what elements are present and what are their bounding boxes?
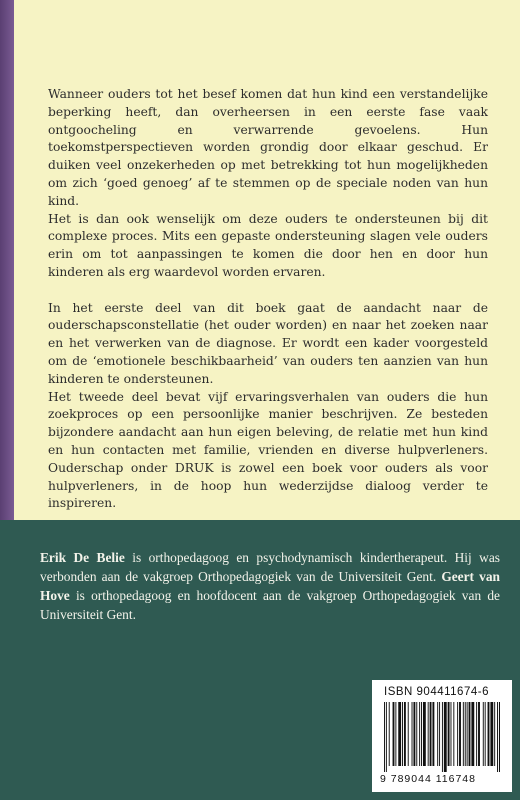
barcode-bar	[416, 702, 417, 766]
barcode-bar	[467, 702, 468, 766]
barcode-bar	[490, 702, 493, 766]
barcode-bar	[393, 702, 395, 766]
author-1-name: Erik De Belie	[40, 550, 125, 565]
barcode-bar	[398, 702, 401, 766]
back-cover-blurb	[48, 86, 488, 513]
barcode-bar	[412, 702, 413, 766]
barcode-label	[372, 680, 512, 792]
blurb-paragraph-1: Wanneer ouders tot het besef komen dat hun kind een verstandelijke beperking heeft, dan overheersen in een eerste fase vaak ontgoocheling en verwarrende gevoelens. Hun toekomstperspectieven worden grondig door elkaar geschud. Er duiken veel onzekerheden op met betrekking tot hun mogelijkheden om zich ‘goed genoeg’ af te stemmen op de speciale noden van hun kind.	[48, 87, 488, 208]
barcode-bar	[423, 702, 426, 766]
barcode-bar	[419, 702, 420, 766]
barcode-bar	[448, 702, 450, 766]
barcode-bar	[395, 702, 396, 766]
author-2-name: Geert van Hove	[40, 569, 500, 603]
barcode-bar	[478, 702, 480, 766]
barcode-bar	[389, 702, 390, 766]
barcode-bar	[459, 702, 461, 766]
blurb-spacer	[48, 282, 488, 300]
author-2-bio: is orthopedagoog en hoofdocent aan de vakgroep Orthopedagogiek van de Universiteit Gent.	[40, 588, 500, 622]
barcode-bar	[386, 702, 387, 772]
barcode-bar	[494, 702, 495, 766]
barcode-bar	[428, 702, 429, 766]
barcode-bar	[465, 702, 466, 766]
barcode-bar	[421, 702, 422, 766]
barcode-bar	[442, 702, 443, 772]
barcode-bar	[408, 702, 409, 766]
barcode-bar	[469, 702, 471, 766]
barcode-bar	[444, 702, 447, 772]
barcode-bar	[413, 702, 415, 766]
barcode-bar	[488, 702, 490, 766]
barcode-bar	[437, 702, 438, 766]
barcode-bar	[471, 702, 474, 766]
barcode-bar	[432, 702, 434, 766]
barcode-bar	[404, 702, 406, 766]
barcode-bar	[483, 702, 484, 766]
barcode-bar	[499, 702, 500, 772]
barcode-bar	[384, 702, 385, 772]
barcode-bar	[485, 702, 486, 766]
barcode-bar	[476, 702, 477, 766]
barcode-bar	[439, 702, 440, 766]
barcode-bar	[463, 702, 464, 766]
blurb-paragraph-2: Het is dan ook wenselijk om deze ouders te ondersteunen bij dit complexe proces. Mits een gepaste ondersteuning slagen vele ouders erin om tot aanpassingen te komen die door hen en door hun kinderen als erg waardevol worden ervaren.	[48, 211, 488, 279]
barcode-bar	[457, 702, 458, 766]
isbn-number: ISBN 904411674-6	[384, 686, 489, 698]
blurb-paragraph-3: In het eerste deel van dit boek gaat de aandacht naar de ouderschapsconstellatie (het ouder worden) en naar het zoeken naar en het verwerken van de diagnose. Er wordt een kader voorgesteld om de ‘emotionele beschikbaarheid’ van ouders ten aanzien van hun kinderen te ondersteunen.	[48, 300, 488, 386]
spine-edge	[0, 0, 14, 520]
barcode-bar	[451, 702, 452, 766]
barcode-bar	[497, 702, 498, 772]
barcode-bar	[430, 702, 432, 766]
barcode-bars	[384, 702, 500, 772]
barcode-bar	[453, 702, 454, 766]
ean-digits: 9 789044 116748	[380, 773, 476, 785]
barcode-bar	[402, 702, 403, 766]
author-1-bio: is orthopedagoog en psychodynamisch kindertherapeut. Hij was verbonden aan de vakgroep Orthopedagogiek van de Universiteit Gent.	[40, 550, 500, 584]
author-bio	[40, 548, 500, 624]
blurb-paragraph-4: Het tweede deel bevat vijf ervaringsverhalen van ouders die hun zoekproces op een persoonlijke manier beschrijven. Ze besteden bijzondere aandacht aan hun eigen beleving, de relatie met hun kind en hun contacten met familie, vrienden en diverse hulpverleners. Ouderschap onder DRUK is zowel een boek voor ouders als voor hulpverleners, in de hoop hun wederzijdse dialoog verder te inspireren.	[48, 389, 488, 511]
